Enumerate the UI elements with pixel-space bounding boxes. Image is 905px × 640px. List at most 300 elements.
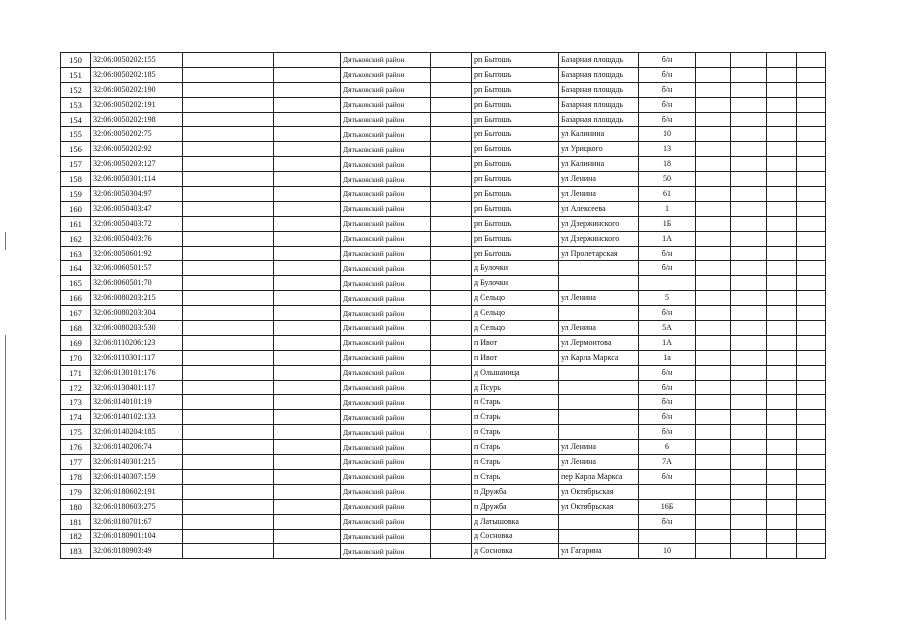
empty-cell: [731, 67, 767, 82]
empty-cell: [183, 484, 274, 499]
row-number-cell: 171: [61, 365, 91, 380]
street-cell: [559, 365, 639, 380]
empty-cell: [767, 172, 797, 187]
locality-cell: п Старь: [472, 440, 559, 455]
empty-cell: [797, 82, 826, 97]
empty-cell: [183, 97, 274, 112]
empty-cell: [731, 544, 767, 559]
locality-cell: рп Бытошь: [472, 112, 559, 127]
cadastral-number-cell: 32:06:0180602:191: [91, 484, 183, 499]
empty-cell: [274, 544, 341, 559]
row-number-cell: 158: [61, 172, 91, 187]
table-row: [61, 544, 826, 559]
empty-cell: [183, 82, 274, 97]
empty-cell: [183, 261, 274, 276]
street-cell: ул Ленина: [559, 321, 639, 336]
street-cell: [559, 395, 639, 410]
empty-cell: [767, 276, 797, 291]
empty-cell: [183, 380, 274, 395]
house-number-cell: 5А: [639, 321, 696, 336]
empty-cell: [767, 365, 797, 380]
house-number-cell: 5: [639, 291, 696, 306]
house-number-cell: 61: [639, 187, 696, 202]
empty-cell: [431, 142, 472, 157]
empty-cell: [797, 127, 826, 142]
empty-cell: [274, 514, 341, 529]
empty-cell: [767, 499, 797, 514]
street-cell: ул Дзержинского: [559, 216, 639, 231]
empty-cell: [274, 350, 341, 365]
locality-cell: рп Бытошь: [472, 127, 559, 142]
empty-cell: [274, 425, 341, 440]
empty-cell: [274, 321, 341, 336]
empty-cell: [797, 97, 826, 112]
empty-cell: [431, 216, 472, 231]
street-cell: [559, 261, 639, 276]
empty-cell: [767, 514, 797, 529]
empty-cell: [767, 350, 797, 365]
empty-cell: [431, 469, 472, 484]
empty-cell: [696, 350, 731, 365]
cadastral-number-cell: 32:06:0080203:304: [91, 306, 183, 321]
street-cell: ул Октябрьская: [559, 499, 639, 514]
empty-cell: [797, 425, 826, 440]
empty-cell: [696, 157, 731, 172]
empty-cell: [274, 231, 341, 246]
locality-cell: рп Бытошь: [472, 157, 559, 172]
table-row: [61, 261, 826, 276]
empty-cell: [274, 380, 341, 395]
house-number-cell: 6: [639, 440, 696, 455]
empty-cell: [797, 291, 826, 306]
empty-cell: [731, 425, 767, 440]
empty-cell: [274, 201, 341, 216]
district-cell: Дятьковский район: [341, 82, 431, 97]
cadastral-number-cell: 32:06:0140301:215: [91, 455, 183, 470]
empty-cell: [183, 216, 274, 231]
empty-cell: [696, 365, 731, 380]
empty-cell: [696, 410, 731, 425]
empty-cell: [696, 529, 731, 544]
empty-cell: [797, 172, 826, 187]
row-number-cell: 163: [61, 246, 91, 261]
empty-cell: [696, 291, 731, 306]
table-row: [61, 276, 826, 291]
district-cell: Дятьковский район: [341, 306, 431, 321]
district-cell: Дятьковский район: [341, 410, 431, 425]
empty-cell: [797, 157, 826, 172]
cadastral-number-cell: 32:06:0140206:74: [91, 440, 183, 455]
district-cell: Дятьковский район: [341, 112, 431, 127]
empty-cell: [183, 544, 274, 559]
empty-cell: [274, 172, 341, 187]
empty-cell: [767, 187, 797, 202]
empty-cell: [797, 201, 826, 216]
empty-cell: [731, 127, 767, 142]
cadastral-number-cell: 32:06:0050202:92: [91, 142, 183, 157]
cadastral-number-cell: 32:06:0180901:104: [91, 529, 183, 544]
table-row: [61, 440, 826, 455]
street-cell: ул Калинина: [559, 157, 639, 172]
cadastral-number-cell: 32:06:0050601:92: [91, 246, 183, 261]
street-cell: ул Ленина: [559, 187, 639, 202]
cadastral-number-cell: 32:06:0060501:70: [91, 276, 183, 291]
empty-cell: [183, 469, 274, 484]
empty-cell: [431, 53, 472, 68]
district-cell: Дятьковский район: [341, 455, 431, 470]
empty-cell: [696, 440, 731, 455]
empty-cell: [731, 82, 767, 97]
house-number-cell: 1Б: [639, 216, 696, 231]
locality-cell: рп Бытошь: [472, 97, 559, 112]
cadastral-table: [60, 52, 826, 559]
empty-cell: [696, 261, 731, 276]
empty-cell: [731, 306, 767, 321]
empty-cell: [183, 157, 274, 172]
table-row: [61, 425, 826, 440]
empty-cell: [183, 335, 274, 350]
empty-cell: [731, 321, 767, 336]
empty-cell: [731, 291, 767, 306]
cadastral-number-cell: 32:06:0050304:97: [91, 187, 183, 202]
empty-cell: [767, 142, 797, 157]
street-cell: ул Пролетарская: [559, 246, 639, 261]
empty-cell: [183, 455, 274, 470]
row-number-cell: 153: [61, 97, 91, 112]
district-cell: Дятьковский район: [341, 469, 431, 484]
cadastral-number-cell: 32:06:0140102:133: [91, 410, 183, 425]
district-cell: Дятьковский район: [341, 365, 431, 380]
empty-cell: [767, 321, 797, 336]
row-number-cell: 159: [61, 187, 91, 202]
house-number-cell: б/н: [639, 380, 696, 395]
house-number-cell: 1А: [639, 231, 696, 246]
empty-cell: [767, 291, 797, 306]
street-cell: ул Калинина: [559, 127, 639, 142]
empty-cell: [797, 187, 826, 202]
locality-cell: д Ольшаница: [472, 365, 559, 380]
empty-cell: [431, 187, 472, 202]
empty-cell: [731, 97, 767, 112]
table-row: [61, 350, 826, 365]
empty-cell: [797, 112, 826, 127]
cadastral-number-cell: 32:06:0060501:57: [91, 261, 183, 276]
table-row: [61, 335, 826, 350]
street-cell: Базарная площадь: [559, 67, 639, 82]
empty-cell: [183, 127, 274, 142]
locality-cell: рп Бытошь: [472, 201, 559, 216]
empty-cell: [767, 395, 797, 410]
empty-cell: [731, 172, 767, 187]
empty-cell: [431, 261, 472, 276]
table-row: [61, 127, 826, 142]
empty-cell: [431, 440, 472, 455]
empty-cell: [431, 291, 472, 306]
empty-cell: [696, 67, 731, 82]
empty-cell: [274, 157, 341, 172]
empty-cell: [431, 201, 472, 216]
district-cell: Дятьковский район: [341, 335, 431, 350]
empty-cell: [731, 529, 767, 544]
empty-cell: [696, 499, 731, 514]
empty-cell: [767, 201, 797, 216]
street-cell: ул Гагарина: [559, 544, 639, 559]
table-row: [61, 529, 826, 544]
empty-cell: [731, 350, 767, 365]
district-cell: Дятьковский район: [341, 276, 431, 291]
empty-cell: [767, 529, 797, 544]
street-cell: Базарная площадь: [559, 97, 639, 112]
empty-cell: [767, 469, 797, 484]
empty-cell: [731, 157, 767, 172]
empty-cell: [183, 172, 274, 187]
row-number-cell: 161: [61, 216, 91, 231]
locality-cell: д Сосновка: [472, 529, 559, 544]
empty-cell: [274, 246, 341, 261]
empty-cell: [183, 67, 274, 82]
empty-cell: [431, 425, 472, 440]
row-number-cell: 183: [61, 544, 91, 559]
empty-cell: [797, 410, 826, 425]
district-cell: Дятьковский район: [341, 261, 431, 276]
cadastral-number-cell: 32:06:0110301:117: [91, 350, 183, 365]
locality-cell: п Ивот: [472, 335, 559, 350]
empty-cell: [274, 469, 341, 484]
row-number-cell: 166: [61, 291, 91, 306]
table-row: [61, 395, 826, 410]
empty-cell: [696, 112, 731, 127]
empty-cell: [183, 201, 274, 216]
empty-cell: [431, 529, 472, 544]
row-number-cell: 157: [61, 157, 91, 172]
street-cell: ул Ленина: [559, 172, 639, 187]
street-cell: [559, 276, 639, 291]
locality-cell: п Старь: [472, 410, 559, 425]
district-cell: Дятьковский район: [341, 514, 431, 529]
cadastral-number-cell: 32:06:0050202:198: [91, 112, 183, 127]
cadastral-number-cell: 32:06:0140101:19: [91, 395, 183, 410]
empty-cell: [797, 455, 826, 470]
empty-cell: [274, 82, 341, 97]
street-cell: ул Октябрьская: [559, 484, 639, 499]
empty-cell: [274, 127, 341, 142]
empty-cell: [731, 440, 767, 455]
cadastral-number-cell: 32:06:0050202:191: [91, 97, 183, 112]
empty-cell: [731, 380, 767, 395]
empty-cell: [274, 142, 341, 157]
table-row: [61, 469, 826, 484]
empty-cell: [274, 67, 341, 82]
empty-cell: [731, 469, 767, 484]
table-row: [61, 97, 826, 112]
table-row: [61, 321, 826, 336]
empty-cell: [183, 529, 274, 544]
empty-cell: [767, 425, 797, 440]
empty-cell: [797, 514, 826, 529]
cadastral-number-cell: 32:06:0130101:176: [91, 365, 183, 380]
empty-cell: [797, 380, 826, 395]
house-number-cell: [639, 276, 696, 291]
house-number-cell: 10: [639, 127, 696, 142]
empty-cell: [696, 172, 731, 187]
empty-cell: [696, 321, 731, 336]
empty-cell: [731, 246, 767, 261]
empty-cell: [183, 350, 274, 365]
cadastral-number-cell: 32:06:0180701:67: [91, 514, 183, 529]
empty-cell: [183, 291, 274, 306]
empty-cell: [767, 216, 797, 231]
row-number-cell: 152: [61, 82, 91, 97]
house-number-cell: б/н: [639, 53, 696, 68]
row-number-cell: 165: [61, 276, 91, 291]
empty-cell: [696, 231, 731, 246]
empty-cell: [731, 187, 767, 202]
cadastral-number-cell: 32:06:0140204:185: [91, 425, 183, 440]
table-row: [61, 157, 826, 172]
empty-cell: [431, 544, 472, 559]
empty-cell: [731, 53, 767, 68]
empty-cell: [431, 410, 472, 425]
empty-cell: [431, 67, 472, 82]
street-cell: Базарная площадь: [559, 112, 639, 127]
locality-cell: рп Бытошь: [472, 142, 559, 157]
house-number-cell: б/н: [639, 97, 696, 112]
table-row: [61, 380, 826, 395]
empty-cell: [696, 306, 731, 321]
empty-cell: [731, 455, 767, 470]
empty-cell: [731, 216, 767, 231]
table-row: [61, 410, 826, 425]
empty-cell: [431, 321, 472, 336]
empty-cell: [696, 201, 731, 216]
house-number-cell: 1А: [639, 335, 696, 350]
locality-cell: д Булочки: [472, 276, 559, 291]
table-row: [61, 306, 826, 321]
locality-cell: д Сельцо: [472, 321, 559, 336]
district-cell: Дятьковский район: [341, 246, 431, 261]
district-cell: Дятьковский район: [341, 499, 431, 514]
empty-cell: [183, 425, 274, 440]
house-number-cell: 1а: [639, 350, 696, 365]
empty-cell: [696, 455, 731, 470]
row-number-cell: 173: [61, 395, 91, 410]
cadastral-number-cell: 32:06:0050202:190: [91, 82, 183, 97]
empty-cell: [731, 261, 767, 276]
house-number-cell: б/н: [639, 261, 696, 276]
empty-cell: [696, 127, 731, 142]
cadastral-number-cell: 32:06:0050403:47: [91, 201, 183, 216]
empty-cell: [431, 231, 472, 246]
empty-cell: [696, 335, 731, 350]
table-row: [61, 514, 826, 529]
table-row: [61, 455, 826, 470]
locality-cell: п Старь: [472, 395, 559, 410]
empty-cell: [797, 216, 826, 231]
empty-cell: [797, 276, 826, 291]
row-number-cell: 155: [61, 127, 91, 142]
house-number-cell: 16Б: [639, 499, 696, 514]
row-number-cell: 168: [61, 321, 91, 336]
table-row: [61, 365, 826, 380]
empty-cell: [183, 231, 274, 246]
table-body: [61, 53, 826, 559]
table-row: [61, 187, 826, 202]
house-number-cell: [639, 529, 696, 544]
locality-cell: рп Бытошь: [472, 53, 559, 68]
locality-cell: рп Бытошь: [472, 67, 559, 82]
empty-cell: [767, 246, 797, 261]
cadastral-number-cell: 32:06:0180903:49: [91, 544, 183, 559]
empty-cell: [431, 276, 472, 291]
street-cell: ул Алексеева: [559, 201, 639, 216]
empty-cell: [183, 410, 274, 425]
empty-cell: [431, 455, 472, 470]
row-number-cell: 181: [61, 514, 91, 529]
empty-cell: [431, 127, 472, 142]
cadastral-table-sheet: [60, 52, 826, 559]
row-number-cell: 154: [61, 112, 91, 127]
house-number-cell: б/н: [639, 82, 696, 97]
empty-cell: [431, 82, 472, 97]
district-cell: Дятьковский район: [341, 440, 431, 455]
district-cell: Дятьковский район: [341, 231, 431, 246]
empty-cell: [696, 97, 731, 112]
locality-cell: д Псурь: [472, 380, 559, 395]
cadastral-number-cell: 32:06:0050203:127: [91, 157, 183, 172]
row-number-cell: 182: [61, 529, 91, 544]
row-number-cell: 169: [61, 335, 91, 350]
row-number-cell: 175: [61, 425, 91, 440]
street-cell: [559, 380, 639, 395]
district-cell: Дятьковский район: [341, 395, 431, 410]
locality-cell: п Дружба: [472, 499, 559, 514]
street-cell: ул Дзержинского: [559, 231, 639, 246]
empty-cell: [274, 410, 341, 425]
empty-cell: [431, 306, 472, 321]
empty-cell: [797, 365, 826, 380]
empty-cell: [696, 544, 731, 559]
district-cell: Дятьковский район: [341, 201, 431, 216]
empty-cell: [431, 484, 472, 499]
cadastral-number-cell: 32:06:0050202:75: [91, 127, 183, 142]
house-number-cell: 1: [639, 201, 696, 216]
house-number-cell: б/н: [639, 395, 696, 410]
empty-cell: [431, 335, 472, 350]
cadastral-number-cell: 32:06:0110206:123: [91, 335, 183, 350]
empty-cell: [431, 157, 472, 172]
empty-cell: [431, 395, 472, 410]
house-number-cell: б/н: [639, 246, 696, 261]
street-cell: [559, 410, 639, 425]
street-cell: ул Ленина: [559, 291, 639, 306]
cadastral-number-cell: 32:06:0050202:185: [91, 67, 183, 82]
house-number-cell: б/н: [639, 514, 696, 529]
house-number-cell: 13: [639, 142, 696, 157]
empty-cell: [797, 544, 826, 559]
empty-cell: [274, 529, 341, 544]
row-number-cell: 170: [61, 350, 91, 365]
empty-cell: [431, 350, 472, 365]
empty-cell: [767, 335, 797, 350]
house-number-cell: 10: [639, 544, 696, 559]
cadastral-number-cell: 32:06:0140307:159: [91, 469, 183, 484]
empty-cell: [797, 440, 826, 455]
house-number-cell: б/н: [639, 410, 696, 425]
house-number-cell: б/н: [639, 112, 696, 127]
district-cell: Дятьковский район: [341, 67, 431, 82]
empty-cell: [696, 53, 731, 68]
district-cell: Дятьковский район: [341, 172, 431, 187]
